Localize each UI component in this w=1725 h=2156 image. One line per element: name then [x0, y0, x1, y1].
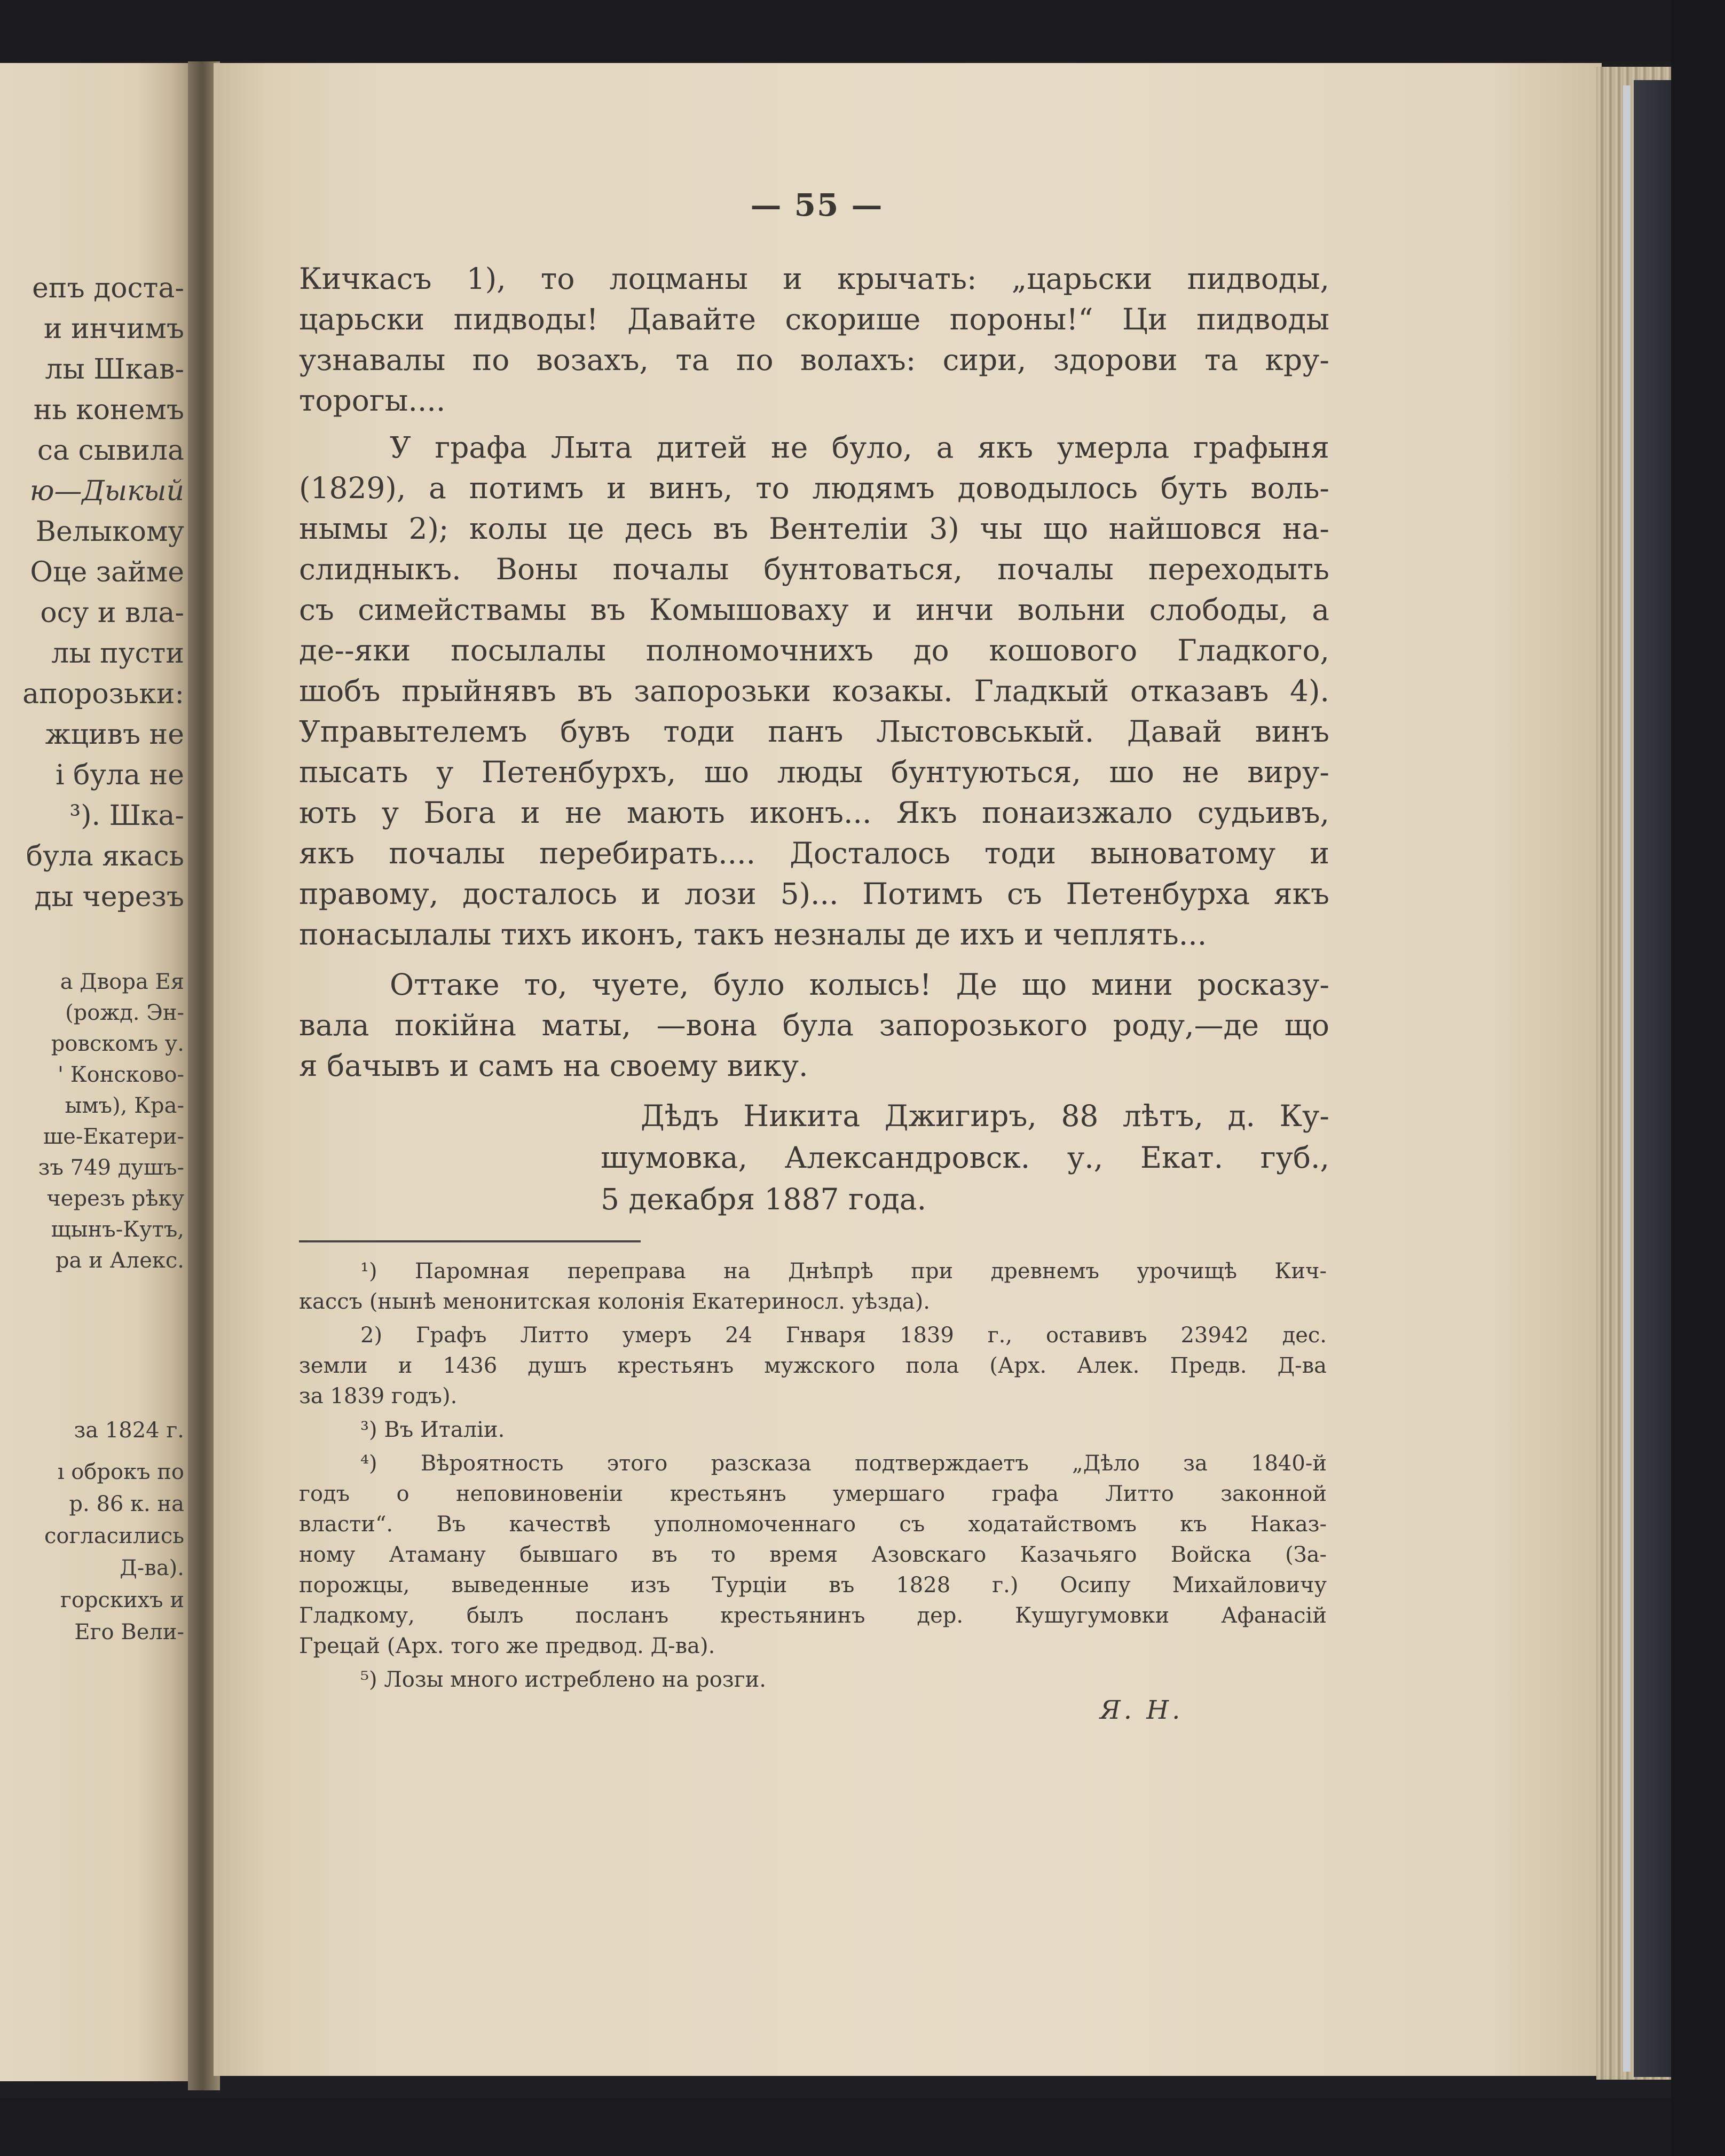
previous-page-line: нь конемъ [33, 394, 184, 426]
signature-line: 5 декабря 1887 года. [601, 1182, 927, 1216]
text-line: правому, досталось и лози 5)... Потимъ съ Петенбурха якъ [299, 877, 1329, 911]
text-line: съ симействамы въ Комышоваху и инчи вольни слободы, а [299, 593, 1329, 627]
signature-line: шумовка, Александровск. у., Екат. губ., [601, 1140, 1329, 1175]
signature-line: Дѣдъ Никита Джигиръ, 88 лѣтъ, д. Ку- [641, 1099, 1329, 1133]
previous-page-line: жцивъ не [45, 719, 184, 751]
previous-page-line: ды черезъ [34, 881, 184, 913]
text-line: У графа Лыта дитей не було, а якъ умерла графыня [390, 430, 1329, 465]
text-line: якъ почалы перебирать.... Досталось тоди выноватому и [299, 836, 1329, 870]
text-line: ють у Бога и не мають иконъ... Якъ понаизжало судьивъ, [299, 796, 1329, 830]
footnote-line: кассъ (нынѣ менонитская колонія Екатериносл. уѣзда). [299, 1289, 930, 1314]
footnote-line: земли и 1436 душъ крестьянъ мужского пола (Арх. Алек. Предв. Д-ва [299, 1354, 1327, 1378]
previous-page-line: и инчимъ [43, 313, 184, 345]
previous-page-line: ымъ), Кра- [65, 1093, 184, 1118]
text-line: я бачывъ и самъ на своему вику. [299, 1049, 808, 1083]
footnote-line: Гладкому, былъ посланъ крестьянинъ дер. Кушугумовки Афанасій [299, 1603, 1327, 1628]
text-line: нымы 2); колы це десь въ Вентеліи 3) чы що найшовся на- [299, 512, 1329, 546]
previous-page-line: Оце займе [30, 556, 184, 588]
text-line: слидныкъ. Воны почалы бунтоваться, почалы переходыть [299, 552, 1329, 586]
text-line: царьски пидводы! Давайте скорише пороны!“ Ци пидводы [299, 302, 1329, 336]
previous-page-line: ' Консково- [57, 1063, 184, 1087]
footnote-line: ⁵) Лозы много истреблено на розги. [360, 1667, 766, 1692]
previous-page-line: і була не [55, 759, 184, 791]
previous-page-line: лы пусти [51, 638, 184, 670]
footnote-line: власти“. Въ качествѣ уполномоченнаго съ ходатайствомъ къ Наказ- [299, 1512, 1327, 1537]
previous-page-line: ³). Шка- [69, 800, 184, 832]
previous-page-line: согласились [44, 1524, 184, 1548]
book-cover-edge [1634, 80, 1671, 2077]
footnote-line: Грецай (Арх. того же предвод. Д-ва). [299, 1634, 715, 1658]
previous-page-line: черезъ рѣку [46, 1186, 184, 1211]
text-line: Оттаке то, чуете, було колысь! Де що мини росказу- [390, 967, 1329, 1002]
previous-page-line: ра и Алекс. [55, 1248, 184, 1273]
previous-page-line: щынъ-Кутъ, [51, 1217, 184, 1242]
scan-background-top [0, 0, 1725, 61]
author-initials: Я. Н. [1100, 1695, 1184, 1725]
text-line: узнавалы по возахъ, та по волахъ: сири, здорови та кру- [299, 343, 1329, 377]
text-line: вала покійна маты, —вона була запорозького роду,—де що [299, 1008, 1329, 1042]
previous-page-line: осу и вла- [40, 597, 184, 629]
text-line: шобъ прыйнявъ въ запорозьки козакы. Гладкый отказавъ 4). [299, 674, 1329, 708]
previous-page-line: зъ 749 душъ- [38, 1155, 184, 1180]
previous-page-line: (рожд. Эн- [65, 1001, 184, 1025]
scan-background-bottom [0, 2098, 1725, 2156]
footnote-line: ⁴) Вѣроятность этого разсказа подтверждаетъ „Дѣло за 1840-й [360, 1451, 1327, 1476]
text-line: пысать у Петенбурхъ, шо люды бунтуються, шо не виру- [299, 755, 1329, 789]
previous-page-line: епъ доста- [32, 272, 184, 304]
scan-background-right [1671, 0, 1725, 2156]
previous-page-line: апорозьки: [22, 678, 184, 710]
footnote-line: ¹) Паромная переправа на Днѣпрѣ при древнемъ урочищѣ Кич- [360, 1259, 1327, 1284]
previous-page-line: р. 86 к. на [69, 1492, 184, 1516]
footnote-line: ³) Въ Италіи. [360, 1418, 505, 1442]
previous-page-line: горскихъ и [60, 1588, 184, 1612]
previous-page-line: Велыкому [35, 516, 184, 548]
page-edge-highlight [1623, 85, 1631, 2072]
footnote-line: за 1839 годъ). [299, 1384, 458, 1409]
text-line: Кичкасъ 1), то лоцманы и крычать: „царьски пидводы, [299, 262, 1329, 296]
text-line: понасылалы тихъ иконъ, такъ незналы де ихъ и чеплять... [299, 917, 1207, 951]
previous-page-line: за 1824 г. [74, 1418, 184, 1443]
footnote-line: ному Атаману бывшаго въ то время Азовскаго Казачьяго Войска (За- [299, 1543, 1327, 1567]
text-line: торогы.... [299, 383, 446, 418]
previous-page-line: са сывила [37, 435, 184, 467]
footnote-line: 2) Графъ Литто умеръ 24 Гнваря 1839 г., оставивъ 23942 дес. [360, 1323, 1327, 1348]
previous-page-line: Д-ва). [120, 1556, 184, 1580]
previous-page-line: була якась [26, 840, 184, 872]
footnote-line: порожцы, выведенные изъ Турціи въ 1828 г.) Осипу Михайловичу [299, 1573, 1327, 1598]
text-line: (1829), а потимъ и винъ, то людямъ доводылось буть воль- [299, 471, 1329, 505]
previous-page-line: Его Вели- [74, 1620, 184, 1644]
page-number: — 55 — [750, 187, 884, 223]
previous-page-line: ше-Екатери- [43, 1124, 184, 1149]
previous-page-line: лы Шкав- [45, 353, 184, 385]
footnote-divider [299, 1240, 641, 1242]
text-line: де--яки посылалы полномочнихъ до кошового Гладкого, [299, 633, 1329, 667]
text-line: Управытелемъ бувъ тоди панъ Лыстовськый. Давай винъ [299, 714, 1329, 749]
footnote-line: годъ о неповиновеніи крестьянъ умершаго графа Литто законной [299, 1482, 1327, 1506]
previous-page-line: ровскомъ у. [51, 1032, 184, 1056]
previous-page-line: ю—Дыкый [29, 475, 184, 507]
previous-page-strip [0, 63, 195, 2081]
previous-page-line: ı оброкъ по [57, 1460, 184, 1484]
previous-page-line: а Двора Ея [60, 970, 184, 994]
